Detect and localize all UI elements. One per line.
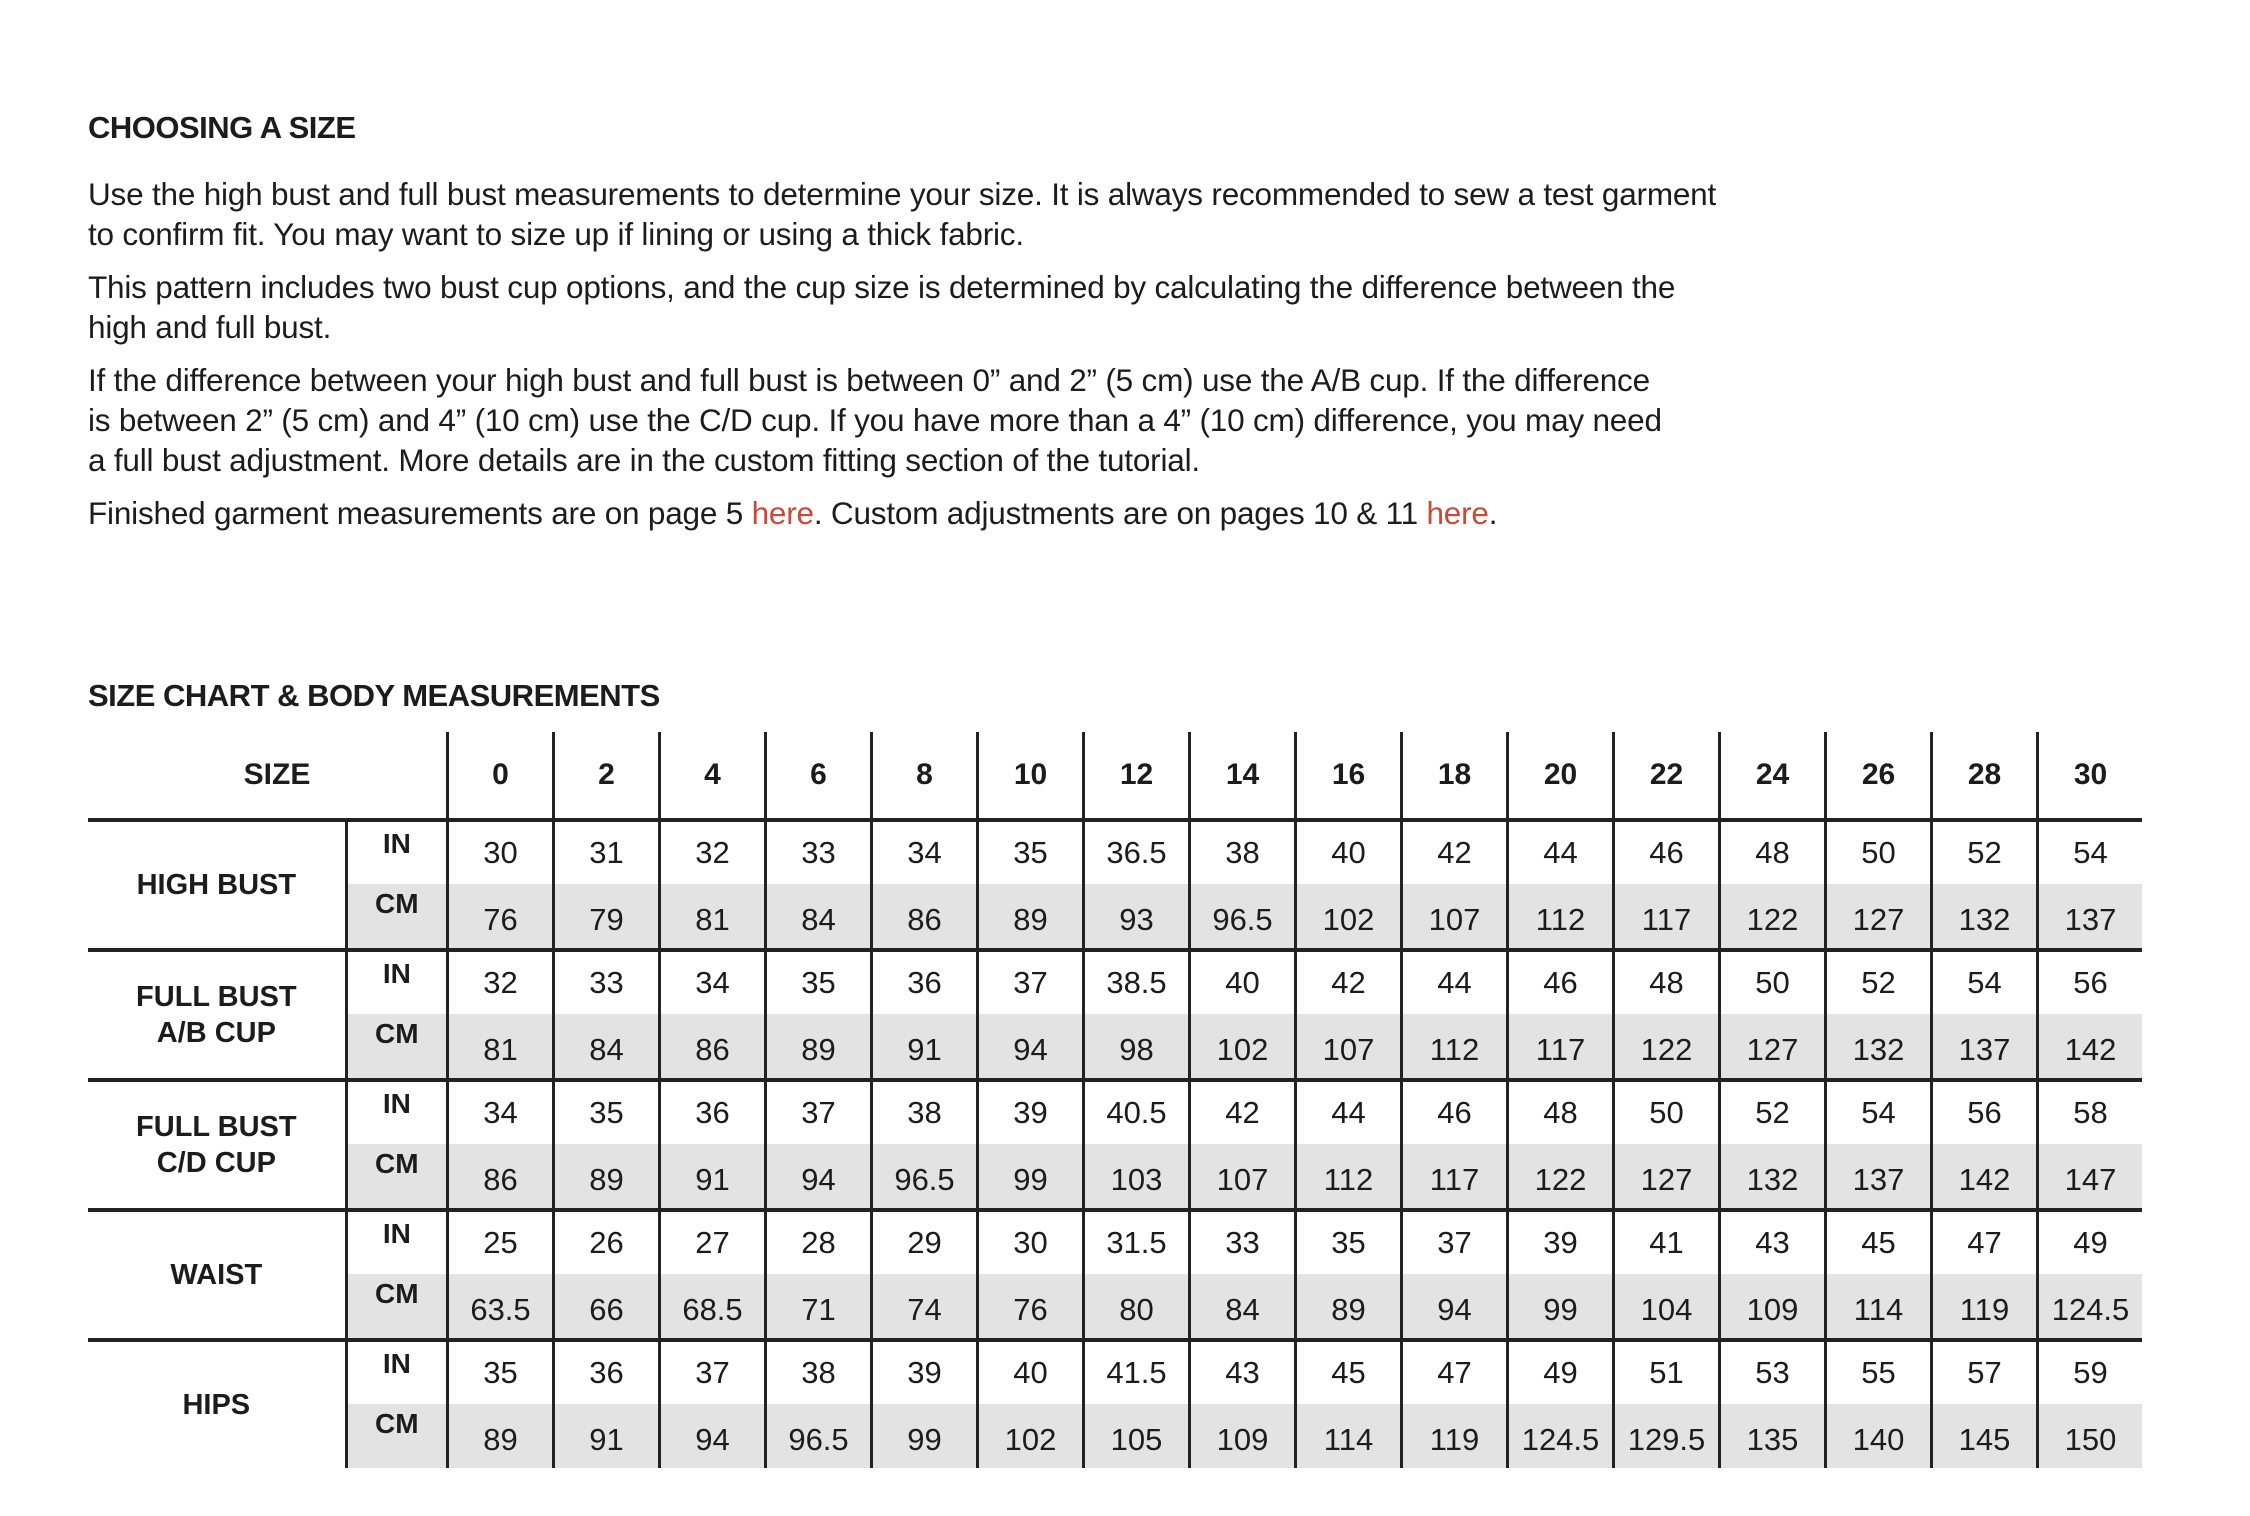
- size-chart-body: [88, 820, 2142, 1468]
- measurement-cell: 89: [1296, 1274, 1402, 1340]
- table-row-cm: [88, 1404, 2142, 1468]
- choosing-size-title: CHOOSING A SIZE: [88, 110, 356, 145]
- measurement-cell: 55: [1826, 1340, 1932, 1404]
- measurement-cell: 31.5: [1084, 1210, 1190, 1274]
- unit-label-cm: CM: [346, 1274, 447, 1340]
- measurement-cell: 84: [1190, 1274, 1296, 1340]
- measurement-cell: 44: [1402, 950, 1508, 1014]
- measurement-cell: 36: [872, 950, 978, 1014]
- measurement-cell: 99: [1508, 1274, 1614, 1340]
- measurement-cell: 52: [1932, 820, 2038, 884]
- paragraph-measurements: Use the high bust and full bust measurements to determine your size. It is always recommended to sew a test garment to confirm fit. You may want to size up if lining or using a thick fabric.: [88, 176, 1717, 252]
- ref-text-c: .: [1488, 495, 1498, 531]
- measurement-cell: 81: [660, 884, 766, 950]
- size-header-cell: 26: [1826, 732, 1932, 820]
- measurement-cell: 54: [1826, 1080, 1932, 1144]
- measurement-cell: 86: [872, 884, 978, 950]
- measurement-cell: 42: [1190, 1080, 1296, 1144]
- measurement-cell: 94: [766, 1144, 872, 1210]
- measurement-cell: 132: [1932, 884, 2038, 950]
- measurement-cell: 107: [1296, 1014, 1402, 1080]
- table-row-in: [88, 950, 2142, 1014]
- measurement-cell: 137: [1932, 1014, 2038, 1080]
- measurement-cell: 58: [2038, 1080, 2143, 1144]
- measurement-cell: 107: [1402, 884, 1508, 950]
- measurement-cell: 112: [1296, 1144, 1402, 1210]
- measurement-cell: 37: [660, 1340, 766, 1404]
- measurement-cell: 35: [978, 820, 1084, 884]
- measurement-cell: 112: [1508, 884, 1614, 950]
- size-header-cell: 22: [1614, 732, 1720, 820]
- table-row-cm: [88, 1274, 2142, 1340]
- measurement-cell: 59: [2038, 1340, 2143, 1404]
- measurement-cell: 25: [448, 1210, 554, 1274]
- table-row-cm: [88, 884, 2142, 950]
- paragraph-references: [88, 493, 1728, 533]
- measurement-cell: 27: [660, 1210, 766, 1274]
- measurement-cell: 66: [554, 1274, 660, 1340]
- group-label-line1: HIPS: [182, 1389, 251, 1421]
- measurement-cell: 36: [660, 1080, 766, 1144]
- measurement-cell: 80: [1084, 1274, 1190, 1340]
- measurement-cell: 117: [1614, 884, 1720, 950]
- measurement-cell: 40: [1296, 820, 1402, 884]
- table-row-in: [88, 1080, 2142, 1144]
- measurement-cell: 99: [872, 1404, 978, 1468]
- measurement-cell: 93: [1084, 884, 1190, 950]
- measurement-cell: 49: [1508, 1340, 1614, 1404]
- measurement-cell: 34: [872, 820, 978, 884]
- unit-label-in: IN: [346, 1210, 447, 1274]
- measurement-cell: 26: [554, 1210, 660, 1274]
- measurement-cell: 119: [1402, 1404, 1508, 1468]
- unit-label-in: IN: [346, 950, 447, 1014]
- measurement-cell: 76: [448, 884, 554, 950]
- measurement-cell: 56: [1932, 1080, 2038, 1144]
- measurement-cell: 94: [660, 1404, 766, 1468]
- measurement-cell: 86: [660, 1014, 766, 1080]
- measurement-cell: 37: [1402, 1210, 1508, 1274]
- measurement-cell: 96.5: [766, 1404, 872, 1468]
- size-header-cell: 0: [448, 732, 554, 820]
- measurement-cell: 122: [1720, 884, 1826, 950]
- table-row-cm: [88, 1144, 2142, 1210]
- measurement-cell: 112: [1402, 1014, 1508, 1080]
- measurement-cell: 96.5: [872, 1144, 978, 1210]
- measurement-cell: 124.5: [1508, 1404, 1614, 1468]
- measurement-cell: 31: [554, 820, 660, 884]
- group-label-line1: FULL BUST: [136, 1111, 297, 1143]
- measurement-cell: 28: [766, 1210, 872, 1274]
- measurement-cell: 63.5: [448, 1274, 554, 1340]
- measurement-group-label: [88, 820, 346, 950]
- measurement-cell: 42: [1402, 820, 1508, 884]
- measurement-cell: 74: [872, 1274, 978, 1340]
- paragraph-cup-options: This pattern includes two bust cup options, and the cup size is determined by calculating the difference between the high and full bust.: [88, 269, 1676, 345]
- measurement-cell: 89: [766, 1014, 872, 1080]
- measurement-cell: 38: [1190, 820, 1296, 884]
- group-label-line1: HIGH BUST: [136, 869, 297, 901]
- unit-label-cm: CM: [346, 1404, 447, 1468]
- size-chart-section: [88, 678, 660, 714]
- measurement-cell: 81: [448, 1014, 554, 1080]
- measurement-cell: 36: [554, 1340, 660, 1404]
- measurement-cell: 46: [1614, 820, 1720, 884]
- measurement-cell: 48: [1508, 1080, 1614, 1144]
- measurement-cell: 41: [1614, 1210, 1720, 1274]
- measurement-cell: 54: [1932, 950, 2038, 1014]
- measurement-cell: 124.5: [2038, 1274, 2143, 1340]
- group-label-line2: C/D CUP: [156, 1147, 276, 1179]
- measurement-cell: 48: [1614, 950, 1720, 1014]
- measurement-cell: 29: [872, 1210, 978, 1274]
- measurement-cell: 34: [660, 950, 766, 1014]
- measurement-cell: 35: [554, 1080, 660, 1144]
- measurement-cell: 37: [978, 950, 1084, 1014]
- size-header-cell: 18: [1402, 732, 1508, 820]
- measurement-cell: 38.5: [1084, 950, 1190, 1014]
- measurement-cell: 102: [1296, 884, 1402, 950]
- measurement-group-label: [88, 950, 346, 1080]
- measurement-cell: 127: [1614, 1144, 1720, 1210]
- size-header-cell: 28: [1932, 732, 2038, 820]
- measurement-cell: 57: [1932, 1340, 2038, 1404]
- measurement-cell: 91: [872, 1014, 978, 1080]
- measurement-cell: 53: [1720, 1340, 1826, 1404]
- unit-label-in: IN: [346, 820, 447, 884]
- measurement-cell: 102: [978, 1404, 1084, 1468]
- measurement-cell: 50: [1826, 820, 1932, 884]
- measurement-cell: 40.5: [1084, 1080, 1190, 1144]
- measurement-cell: 36.5: [1084, 820, 1190, 884]
- group-label-line2: A/B CUP: [156, 1017, 276, 1049]
- measurement-cell: 41.5: [1084, 1340, 1190, 1404]
- measurement-cell: 33: [554, 950, 660, 1014]
- measurement-cell: 94: [978, 1014, 1084, 1080]
- measurement-cell: 122: [1508, 1144, 1614, 1210]
- measurement-cell: 102: [1190, 1014, 1296, 1080]
- measurement-cell: 86: [448, 1144, 554, 1210]
- size-header-cell: 24: [1720, 732, 1826, 820]
- measurement-cell: 132: [1826, 1014, 1932, 1080]
- measurement-cell: 35: [448, 1340, 554, 1404]
- size-header-cell: 30: [2038, 732, 2143, 820]
- measurement-cell: 42: [1296, 950, 1402, 1014]
- measurement-cell: 109: [1720, 1274, 1826, 1340]
- paragraph-cup-difference: If the difference between your high bust and full bust is between 0” and 2” (5 cm) use the A/B cup. If the difference is between 2” (5 cm) and 4” (10 cm) use the C/D cup. If you have more than a 4” (10 cm) difference, you may need a full bust adjustment. More details are in the custom fitting section of the tutorial.: [88, 362, 1662, 478]
- measurement-cell: 127: [1826, 884, 1932, 950]
- measurement-cell: 33: [766, 820, 872, 884]
- group-label-line1: WAIST: [170, 1259, 263, 1291]
- measurement-cell: 114: [1296, 1404, 1402, 1468]
- measurement-cell: 45: [1826, 1210, 1932, 1274]
- measurement-cell: 40: [978, 1340, 1084, 1404]
- measurement-cell: 40: [1190, 950, 1296, 1014]
- measurement-group-label: [88, 1340, 346, 1468]
- measurement-cell: 39: [978, 1080, 1084, 1144]
- measurement-cell: 30: [448, 820, 554, 884]
- table-row-in: [88, 1210, 2142, 1274]
- measurement-cell: 150: [2038, 1404, 2143, 1468]
- size-chart-title: SIZE CHART & BODY MEASUREMENTS: [88, 678, 660, 713]
- measurement-cell: 38: [872, 1080, 978, 1144]
- measurement-cell: 50: [1720, 950, 1826, 1014]
- measurement-cell: 89: [978, 884, 1084, 950]
- ref-text-b: . Custom adjustments are on pages 10 & 11: [813, 495, 1427, 531]
- measurement-cell: 109: [1190, 1404, 1296, 1468]
- measurement-cell: 39: [872, 1340, 978, 1404]
- measurement-cell: 43: [1190, 1340, 1296, 1404]
- measurement-cell: 104: [1614, 1274, 1720, 1340]
- unit-label-cm: CM: [346, 884, 447, 950]
- measurement-cell: 99: [978, 1144, 1084, 1210]
- size-header-cell: 6: [766, 732, 872, 820]
- table-row-cm: [88, 1014, 2142, 1080]
- measurement-cell: 94: [1402, 1274, 1508, 1340]
- measurement-cell: 35: [766, 950, 872, 1014]
- size-header-cell: 8: [872, 732, 978, 820]
- measurement-cell: 107: [1190, 1144, 1296, 1210]
- measurement-cell: 89: [448, 1404, 554, 1468]
- measurement-cell: 79: [554, 884, 660, 950]
- measurement-cell: 44: [1508, 820, 1614, 884]
- size-header-cell: 10: [978, 732, 1084, 820]
- unit-label-in: IN: [346, 1080, 447, 1144]
- size-header-cell: 14: [1190, 732, 1296, 820]
- choosing-size-section: [88, 110, 1728, 546]
- custom-adjustments-link[interactable]: here: [1426, 495, 1489, 531]
- measurement-cell: 103: [1084, 1144, 1190, 1210]
- measurement-cell: 105: [1084, 1404, 1190, 1468]
- measurement-cell: 37: [766, 1080, 872, 1144]
- size-header-cell: 20: [1508, 732, 1614, 820]
- measurement-cell: 89: [554, 1144, 660, 1210]
- measurement-cell: 147: [2038, 1144, 2143, 1210]
- measurement-cell: 71: [766, 1274, 872, 1340]
- measurement-cell: 32: [448, 950, 554, 1014]
- measurement-cell: 46: [1508, 950, 1614, 1014]
- group-label-line1: FULL BUST: [136, 981, 297, 1013]
- unit-label-cm: CM: [346, 1014, 447, 1080]
- measurement-cell: 129.5: [1614, 1404, 1720, 1468]
- measurement-cell: 33: [1190, 1210, 1296, 1274]
- measurement-cell: 38: [766, 1340, 872, 1404]
- measurement-cell: 44: [1296, 1080, 1402, 1144]
- measurement-cell: 91: [660, 1144, 766, 1210]
- measurement-cell: 142: [2038, 1014, 2143, 1080]
- measurement-cell: 56: [2038, 950, 2143, 1014]
- measurement-cell: 127: [1720, 1014, 1826, 1080]
- size-header-cell: 12: [1084, 732, 1190, 820]
- measurement-cell: 122: [1614, 1014, 1720, 1080]
- measurement-cell: 91: [554, 1404, 660, 1468]
- measurement-cell: 84: [766, 884, 872, 950]
- measurement-cell: 51: [1614, 1340, 1720, 1404]
- measurement-cell: 46: [1402, 1080, 1508, 1144]
- table-row-in: [88, 820, 2142, 884]
- measurement-cell: 68.5: [660, 1274, 766, 1340]
- measurement-cell: 43: [1720, 1210, 1826, 1274]
- measurement-cell: 47: [1932, 1210, 2038, 1274]
- measurement-cell: 76: [978, 1274, 1084, 1340]
- measurement-cell: 135: [1720, 1404, 1826, 1468]
- measurement-cell: 119: [1932, 1274, 2038, 1340]
- measurement-cell: 47: [1402, 1340, 1508, 1404]
- measurement-cell: 35: [1296, 1210, 1402, 1274]
- measurement-cell: 140: [1826, 1404, 1932, 1468]
- measurement-cell: 142: [1932, 1144, 2038, 1210]
- measurement-cell: 34: [448, 1080, 554, 1144]
- measurement-cell: 45: [1296, 1340, 1402, 1404]
- finished-measurements-link[interactable]: here: [751, 495, 814, 531]
- ref-text-a: Finished garment measurements are on page 5: [88, 495, 752, 531]
- measurement-cell: 52: [1720, 1080, 1826, 1144]
- measurement-cell: 117: [1508, 1014, 1614, 1080]
- measurement-cell: 48: [1720, 820, 1826, 884]
- measurement-cell: 52: [1826, 950, 1932, 1014]
- measurement-group-label: [88, 1080, 346, 1210]
- size-header-row: [88, 732, 2142, 820]
- size-header-label: SIZE: [88, 732, 448, 820]
- unit-label-in: IN: [346, 1340, 447, 1404]
- measurement-cell: 114: [1826, 1274, 1932, 1340]
- measurement-group-label: [88, 1210, 346, 1340]
- unit-label-cm: CM: [346, 1144, 447, 1210]
- measurement-cell: 50: [1614, 1080, 1720, 1144]
- measurement-cell: 30: [978, 1210, 1084, 1274]
- size-header-cell: 4: [660, 732, 766, 820]
- size-header-cell: 16: [1296, 732, 1402, 820]
- measurement-cell: 54: [2038, 820, 2143, 884]
- measurement-cell: 132: [1720, 1144, 1826, 1210]
- size-chart-table: [88, 732, 2142, 1468]
- measurement-cell: 98: [1084, 1014, 1190, 1080]
- measurement-cell: 145: [1932, 1404, 2038, 1468]
- size-header-cell: 2: [554, 732, 660, 820]
- table-row-in: [88, 1340, 2142, 1404]
- measurement-cell: 32: [660, 820, 766, 884]
- measurement-cell: 96.5: [1190, 884, 1296, 950]
- measurement-cell: 39: [1508, 1210, 1614, 1274]
- measurement-cell: 137: [2038, 884, 2143, 950]
- measurement-cell: 84: [554, 1014, 660, 1080]
- measurement-cell: 117: [1402, 1144, 1508, 1210]
- measurement-cell: 137: [1826, 1144, 1932, 1210]
- measurement-cell: 49: [2038, 1210, 2143, 1274]
